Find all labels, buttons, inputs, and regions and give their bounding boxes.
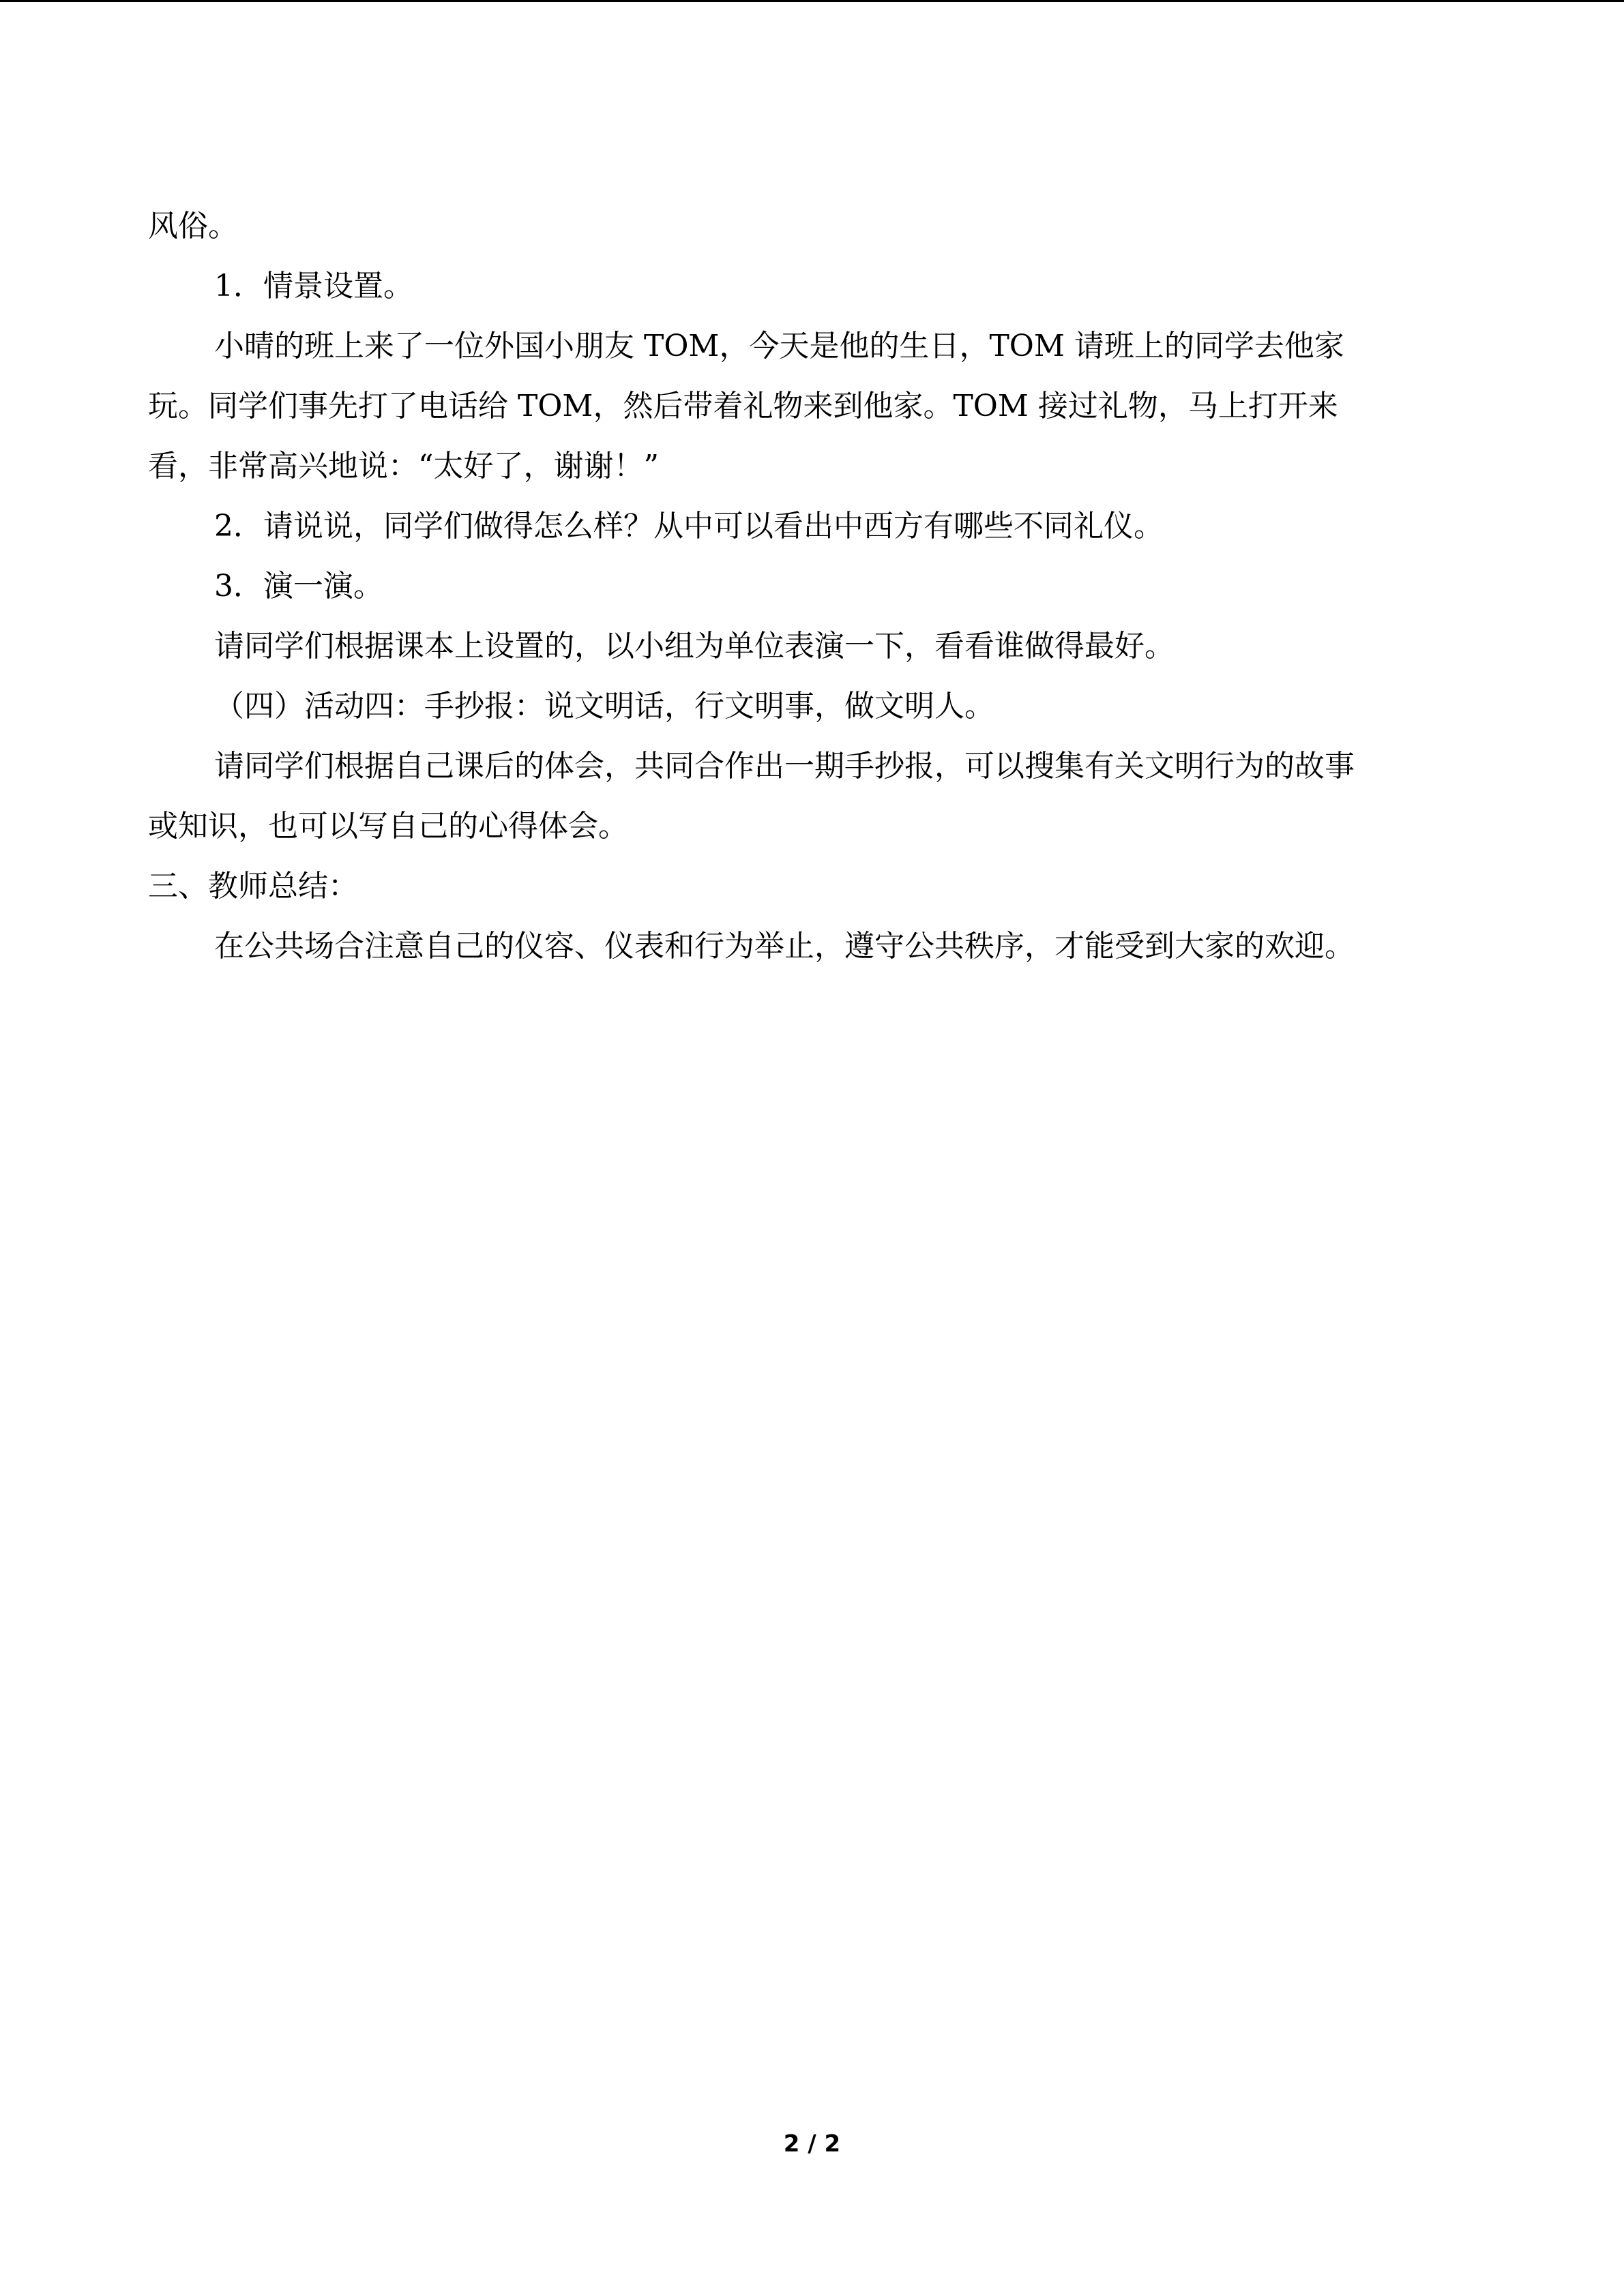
text-line-activity-4-body-1: 请同学们根据自己课后的体会，共同合作出一期手抄报，可以搜集有关文明行为的故事 bbox=[214, 749, 1355, 784]
text-line-scenario-2: 玩。同学们事先打了电话给 TOM，然后带着礼物来到他家。TOM 接过礼物，马上打开来 bbox=[148, 389, 1338, 423]
top-border-line bbox=[0, 0, 1624, 2]
text-line-performance-instruction: 请同学们根据课本上设置的，以小组为单位表演一下，看看谁做得最好。 bbox=[214, 629, 1175, 664]
text-line-activity-4-heading: （四）活动四：手抄报：说文明话，行文明事，做文明人。 bbox=[214, 689, 994, 724]
text-line-scenario-3: 看，非常高兴地说：“太好了，谢谢！” bbox=[148, 449, 659, 483]
text-line-continuation: 风俗。 bbox=[148, 209, 238, 243]
page-number: 2 / 2 bbox=[783, 2130, 841, 2158]
text-line-item-2: 2．请说说，同学们做得怎么样？从中可以看出中西方有哪些不同礼仪。 bbox=[214, 509, 1164, 543]
text-line-teacher-summary: 在公共场合注意自己的仪容、仪表和行为举止，遵守公共秩序，才能受到大家的欢迎。 bbox=[214, 929, 1355, 964]
text-line-item-1-heading: 1．情景设置。 bbox=[214, 269, 413, 303]
text-line-section-3-heading: 三、教师总结： bbox=[148, 869, 358, 904]
text-line-item-3: 3．演一演。 bbox=[214, 569, 383, 603]
text-line-activity-4-body-2: 或知识，也可以写自己的心得体会。 bbox=[148, 809, 628, 844]
text-line-scenario-1: 小晴的班上来了一位外国小朋友 TOM，今天是他的生日，TOM 请班上的同学去他家 bbox=[214, 329, 1344, 363]
